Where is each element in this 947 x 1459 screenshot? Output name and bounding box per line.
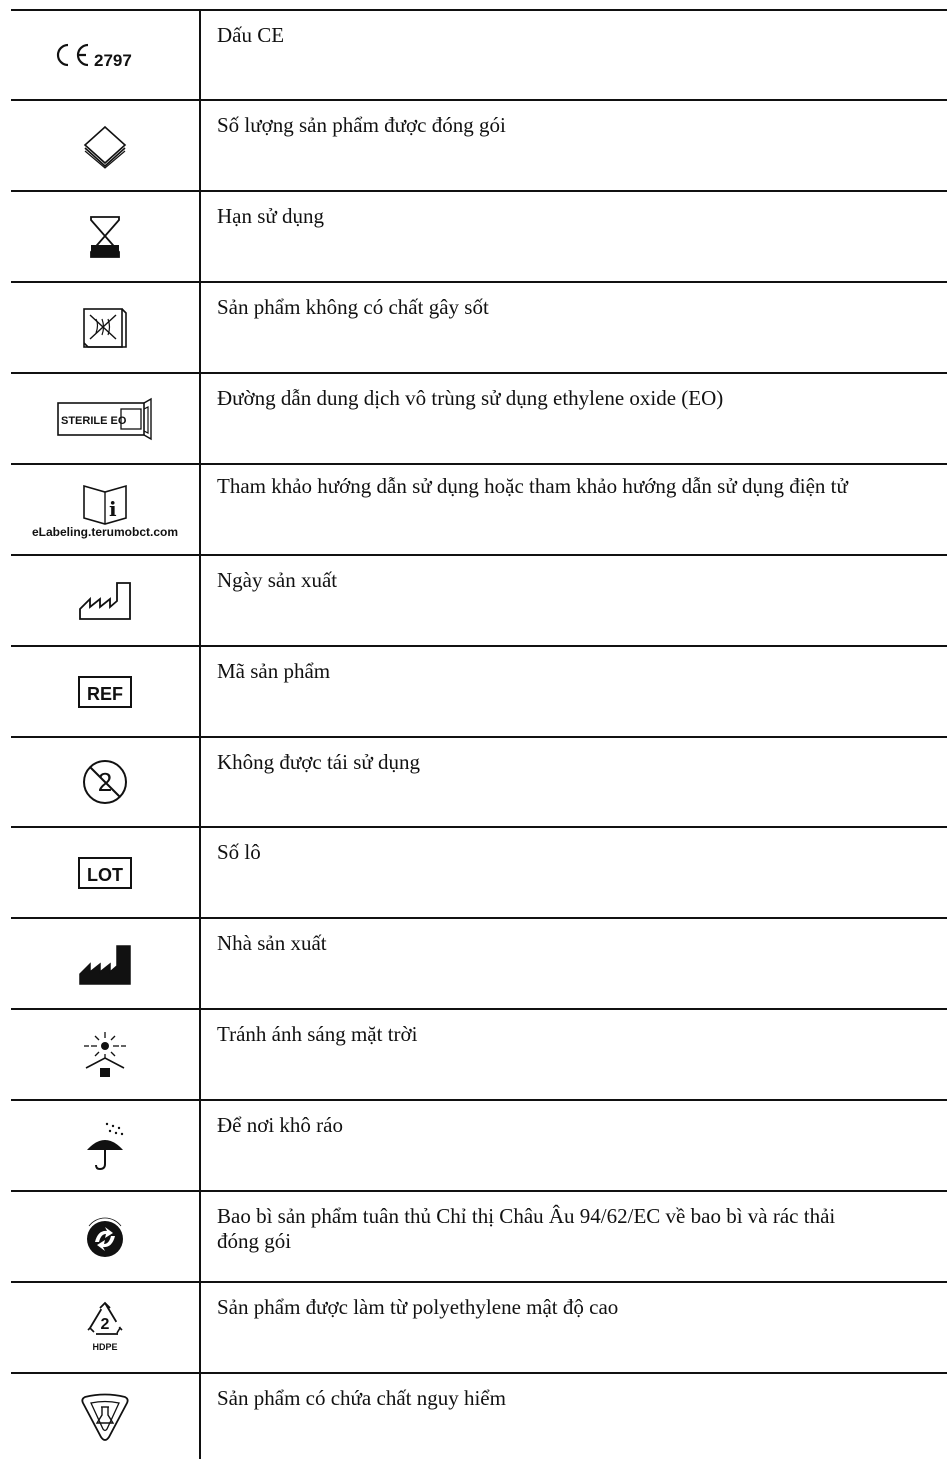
row-label: Sản phẩm không có chất gây sốt: [217, 295, 489, 319]
lot-text: LOT: [87, 864, 123, 885]
table-row: [0, 828, 947, 917]
svg-text:2: 2: [97, 767, 113, 797]
green-dot-recycling-icon: [11, 1192, 199, 1281]
table-row: [0, 556, 947, 645]
table-row: [0, 738, 947, 826]
manufacture-date-icon: [11, 556, 199, 645]
row-label: Để nơi khô ráo: [217, 1113, 343, 1137]
elabeling-url: eLabeling.terumobct.com: [31, 524, 179, 539]
row-label: Tham khảo hướng dẫn sử dụng hoặc tham khảo hướng dẫn sử dụng điện tử: [217, 474, 848, 498]
table-row: [0, 101, 947, 190]
ref-text: REF: [87, 683, 123, 704]
table-row: [0, 192, 947, 281]
hdpe-text: HDPE: [92, 1341, 118, 1352]
lot-number-icon: [11, 828, 199, 917]
row-label: Số lô: [217, 840, 261, 864]
row-label: Ngày sản xuất: [217, 568, 338, 592]
row-label: Hạn sử dụng: [217, 204, 325, 228]
keep-from-sunlight-icon: [11, 1010, 199, 1099]
do-not-reuse-icon: [11, 738, 199, 826]
row-label: Sản phẩm được làm từ polyethylene mật độ cao: [217, 1295, 619, 1319]
table-row: [0, 465, 947, 554]
row-label: Số lượng sản phẩm được đóng gói: [217, 113, 506, 137]
row-label: Bao bì sản phẩm tuân thủ Chỉ thị Châu Âu 94/62/EC về bao bì và rác thải đóng gói: [217, 1204, 836, 1253]
non-pyrogenic-icon: [11, 283, 199, 372]
table-row: [0, 1101, 947, 1190]
table-row: [0, 11, 947, 99]
row-label: Nhà sản xuất: [217, 931, 327, 955]
table-row: [0, 647, 947, 736]
ce-notified-body-number: 2797: [94, 51, 132, 70]
row-label: Sản phẩm có chứa chất nguy hiểm: [217, 1386, 506, 1410]
table-row: [0, 1010, 947, 1099]
manufacturer-icon: [11, 919, 199, 1008]
ce-mark-icon: [11, 11, 199, 99]
quantity-package-icon: [11, 101, 199, 190]
hourglass-expiry-icon: [11, 192, 199, 281]
table-row: [0, 283, 947, 372]
row-label: Đường dẫn dung dịch vô trùng sử dụng ethylene oxide (EO): [217, 386, 724, 410]
svg-text:i: i: [109, 496, 117, 521]
table-row: [0, 1283, 947, 1372]
row-label: Không được tái sử dụng: [217, 750, 421, 774]
row-label: Tránh ánh sáng mặt trời: [217, 1022, 418, 1046]
hdpe-number: 2: [100, 1315, 110, 1333]
hazardous-substance-icon: [11, 1374, 199, 1459]
row-label: Dấu CE: [217, 23, 285, 47]
ref-catalog-icon: [11, 647, 199, 736]
table-row: [0, 1192, 947, 1281]
hdpe-recycle-icon: [11, 1283, 199, 1372]
table-row: [0, 919, 947, 1008]
row-label: Mã sản phẩm: [217, 659, 331, 683]
sterile-eo-text: STERILE EO: [61, 414, 127, 427]
table-row: [0, 374, 947, 463]
keep-dry-umbrella-icon: [11, 1101, 199, 1190]
consult-instructions-icon: [11, 465, 199, 554]
sterile-eo-icon: [11, 374, 199, 463]
table-row: [0, 1374, 947, 1459]
